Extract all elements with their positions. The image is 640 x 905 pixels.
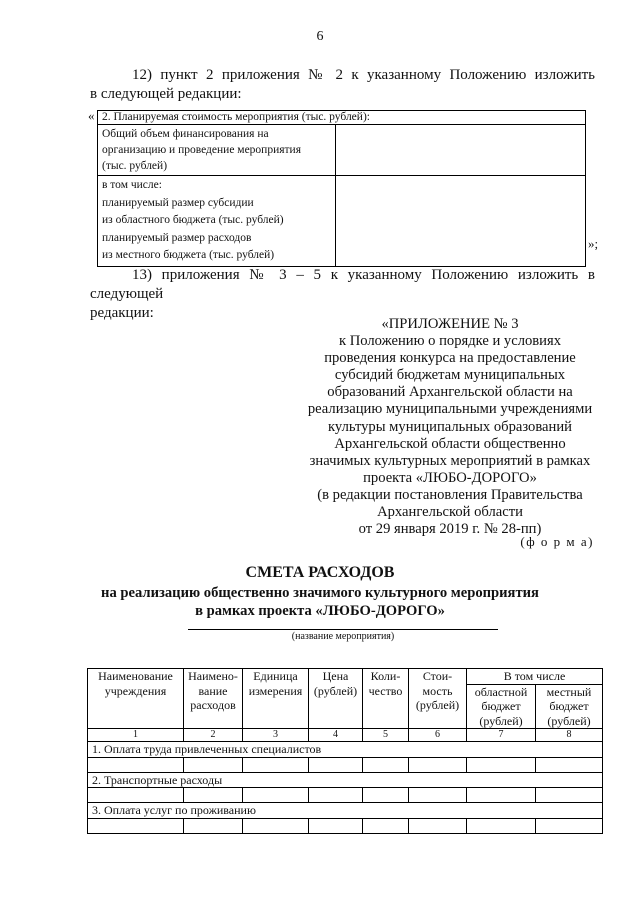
col-price-header: [309, 669, 363, 729]
total-financing-cell: [98, 125, 336, 176]
table-cell: [184, 757, 243, 772]
column-number: 6: [409, 729, 467, 742]
appendix-line: Архангельской области: [377, 504, 523, 521]
table-cell: [363, 788, 409, 803]
column-number: 8: [536, 729, 603, 742]
appendix-line: культуры муниципальных образований: [328, 418, 572, 435]
col-expense-line-1: Наимено-: [188, 669, 238, 683]
table-cell: [88, 818, 184, 833]
table-cell: [363, 818, 409, 833]
column-number: 2: [184, 729, 243, 742]
table-cell: [309, 818, 363, 833]
table-cell: [536, 788, 603, 803]
table-cell: [184, 788, 243, 803]
table-cell: [363, 757, 409, 772]
appendix-line: образований Архангельской области на: [327, 384, 573, 401]
event-name-caption: (название мероприятия): [291, 631, 395, 642]
col-cost-line-3: (рублей): [415, 698, 460, 712]
appendix-line: проведения конкурса на предоставление: [324, 350, 576, 367]
table-cell: [88, 788, 184, 803]
event-name-line: [188, 629, 498, 630]
appendix-line: субсидий бюджетам муниципальных: [334, 367, 566, 384]
column-number: 7: [467, 729, 536, 742]
table-cell: [309, 788, 363, 803]
table-row: [88, 788, 603, 803]
col-institution-line-2: учреждения: [104, 683, 167, 698]
col-institution-header: [88, 669, 184, 729]
breakdown-value: [335, 176, 585, 267]
table-cell: [184, 818, 243, 833]
col-institution-line-1: Наименование: [98, 669, 173, 683]
col-regional-line-2: бюджет: [481, 699, 521, 713]
item-13-paragraph: [90, 266, 595, 323]
col-price-line-1: Цена: [322, 669, 349, 683]
column-numbers-row: [88, 729, 603, 742]
breakdown-line-2: планируемый размер субсидии: [102, 196, 254, 209]
col-quantity-line-1: Коли-: [370, 669, 401, 683]
col-regional-line-1: областной: [474, 684, 528, 699]
col-quantity-line-2: чество: [368, 683, 403, 698]
estimate-title: СМЕТА РАСХОДОВ: [245, 564, 395, 581]
column-number: 3: [243, 729, 309, 742]
table-cell: [243, 818, 309, 833]
table-cell: [409, 757, 467, 772]
item-13-line-1: 13) приложения № 3 – 5 к указанному Положению изложить в следующей: [90, 267, 595, 302]
total-financing-line-1: Общий объем финансирования на: [102, 128, 269, 140]
table-cell: [243, 757, 309, 772]
col-quantity-header: [363, 669, 409, 729]
appendix-line: от 29 января 2019 г. № 28-пп): [358, 521, 542, 538]
estimate-table: [87, 668, 603, 834]
table-cell: [409, 818, 467, 833]
appendix-line: (в редакции постановления Правительства: [317, 486, 583, 503]
table-cell: [309, 757, 363, 772]
item-12-line-1: 12) пункт 2 приложения № 2 к указанному Положению изложить: [132, 67, 595, 83]
estimate-subtitle-line-2: в рамках проекта «ЛЮБО-ДОРОГО»: [195, 603, 445, 619]
page-number: 6: [316, 29, 324, 44]
section-row: [88, 803, 603, 819]
section-label: 2. Транспортные расходы: [88, 772, 603, 788]
col-expense-line-3: расходов: [190, 698, 236, 712]
form-label: (ф о р м а): [520, 534, 594, 549]
table-cell: [536, 818, 603, 833]
col-regional-line-3: (рублей): [479, 713, 523, 728]
breakdown-cell: [98, 176, 336, 267]
col-local-budget-header: [536, 684, 603, 729]
breakdown-line-4: планируемый размер расходов: [102, 231, 252, 244]
including-group-header: В том числе: [467, 669, 603, 685]
planned-cost-table: [97, 110, 586, 267]
col-expense-header: [184, 669, 243, 729]
item-12-paragraph: [90, 66, 595, 104]
quote-close: »;: [588, 236, 599, 251]
col-unit-header: [243, 669, 309, 729]
appendix-heading: [290, 316, 610, 538]
total-financing-line-3: (тыс. рублей): [102, 160, 168, 172]
section-label: 3. Оплата услуг по проживанию: [88, 803, 603, 819]
quote-open: «: [88, 108, 95, 123]
breakdown-line-5: из местного бюджета (тыс. рублей): [102, 249, 275, 261]
table-cell: [88, 757, 184, 772]
column-number: 1: [88, 729, 184, 742]
col-local-line-3: (рублей): [547, 713, 591, 728]
table-cell: [467, 788, 536, 803]
appendix-line: «ПРИЛОЖЕНИЕ № 3: [381, 316, 519, 332]
breakdown-line-3: из областного бюджета (тыс. рублей): [102, 214, 284, 226]
total-financing-value: [335, 125, 585, 176]
table-cell: [409, 788, 467, 803]
breakdown-line-1: в том числе:: [102, 179, 162, 191]
table-row: [88, 757, 603, 772]
col-local-line-1: местный: [546, 684, 592, 699]
table-cell: [467, 757, 536, 772]
estimate-subtitle-line-1: на реализацию общественно значимого культурного мероприятия: [101, 585, 539, 601]
section-row: [88, 772, 603, 788]
col-local-line-2: бюджет: [549, 699, 589, 713]
appendix-line: Архангельской области общественно: [334, 435, 566, 452]
section-label: 1. Оплата труда привлеченных специалистов: [88, 742, 603, 758]
column-number: 4: [309, 729, 363, 742]
col-price-line-2: (рублей): [313, 683, 358, 698]
col-regional-budget-header: [467, 684, 536, 729]
table-cell: [243, 788, 309, 803]
appendix-line: проекта «ЛЮБО-ДОРОГО»: [363, 469, 537, 486]
col-cost-header: [409, 669, 467, 729]
item-12-line-2: в следующей редакции:: [90, 86, 242, 102]
col-unit-line-1: Единица: [253, 669, 298, 683]
table-cell: [467, 818, 536, 833]
appendix-line: реализацию муниципальными учреждениями: [307, 401, 593, 418]
col-unit-line-2: измерения: [248, 683, 303, 698]
planned-cost-header: 2. Планируемая стоимость мероприятия (тыс. рублей):: [98, 111, 586, 125]
section-row: [88, 742, 603, 758]
table-cell: [536, 757, 603, 772]
estimate-subtitle: [0, 584, 640, 620]
total-financing-line-2: организацию и проведение мероприятия: [102, 144, 301, 156]
col-cost-line-2: мость: [422, 683, 453, 698]
col-expense-line-2: вание: [198, 683, 228, 698]
appendix-line: к Положению о порядке и условиях: [339, 333, 561, 350]
item-13-line-2: редакции:: [90, 305, 154, 321]
col-cost-line-1: Стои-: [422, 669, 453, 683]
column-number: 5: [363, 729, 409, 742]
appendix-line: значимых культурных мероприятий в рамках: [309, 452, 591, 469]
table-row: [88, 818, 603, 833]
